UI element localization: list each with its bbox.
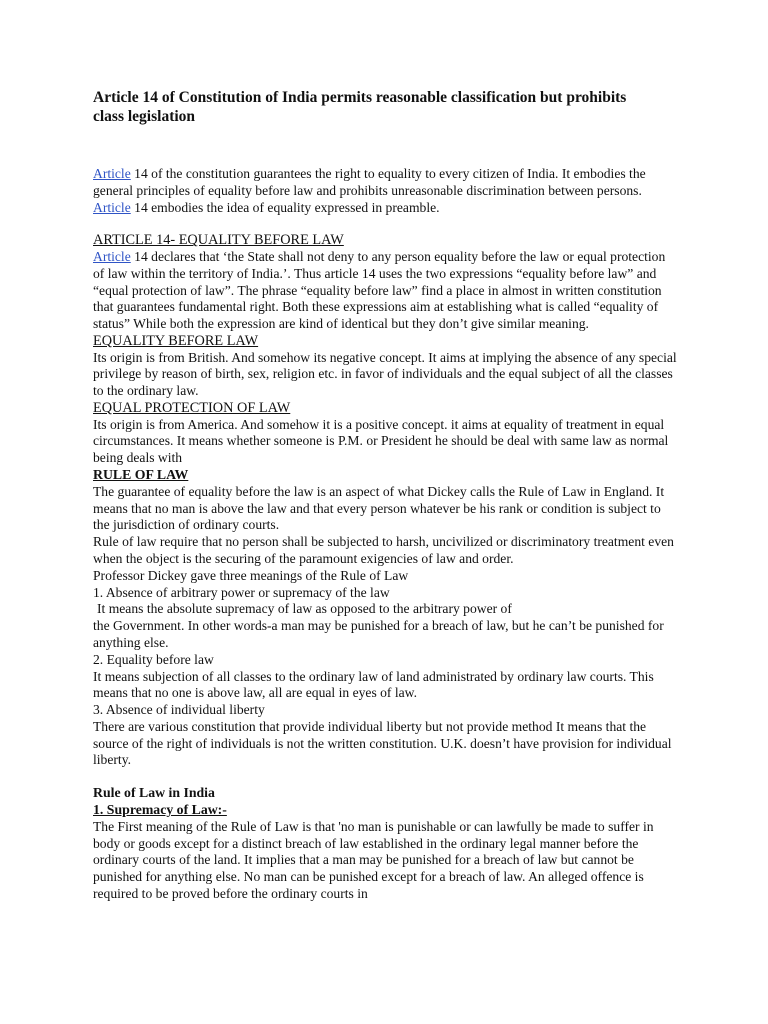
equal-protection-text: Its origin is from America. And somehow it is a positive concept. it aims at equality of treatment in equal circumstances. It means whether someone is P.M. or President he should be deal with same law as normal being deals with [93, 416, 669, 466]
section-heading: EQUALITY BEFORE LAW [93, 332, 259, 349]
subsection-heading: 1. Supremacy of Law:- [93, 802, 227, 818]
section-heading: RULE OF LAW [93, 466, 189, 482]
section-heading: Rule of Law in India [93, 785, 215, 801]
rule-of-law-india-text: The First meaning of the Rule of Law is that 'no man is punishable or can lawfully be made to suffer in body or goods except for a distinct breach of law established in the ordinary legal manner before the ordinary courts of the land. It implies that a man may be punished for a breach of law but cannot be punished for anything else. No man can be punished except for a breach of law. An alleged offence is required to be proved before the ordinary courts in [93, 818, 654, 902]
meaning-text: It means the absolute supremacy of law as opposed to the arbitrary power of [97, 601, 512, 617]
meaning-title: 3. Absence of individual liberty [93, 702, 265, 718]
meaning-text: There are various constitution that provide individual liberty but not provide method It means that the source of the right of individuals is not the written constitution. U.K. doesn’t have provision for individual liberty. [93, 718, 672, 768]
document-title: Article 14 of Constitution of India permits reasonable classification but prohibits class legislation [93, 89, 627, 125]
section-heading: EQUAL PROTECTION OF LAW [93, 399, 291, 416]
article14-paragraph [93, 249, 678, 333]
article-link[interactable]: Article [93, 199, 131, 215]
equality-before-law-text: Its origin is from British. And somehow its negative concept. It aims at implying the absence of any special privilege by reason of birth, sex, religion etc. in favor of individuals and the equal subject of all the classes to the ordinary law. [93, 349, 677, 399]
intro-text: 14 of the constitution guarantees the right to equality to every citizen of India. It embodies the general principles of equality before law and prohibits unreasonable discrimination between persons. [93, 166, 646, 198]
rule-of-law-paragraph: Professor Dickey gave three meanings of the Rule of Law [93, 567, 409, 583]
intro-paragraph [93, 166, 678, 216]
meaning-title: 2. Equality before law [93, 651, 214, 667]
document-body [93, 166, 678, 903]
meaning-text: the Government. In other words-a man may be punished for a breach of law, but he can’t be punished for anything else. [93, 618, 664, 650]
meaning-title: 1. Absence of arbitrary power or supremacy of the law [93, 584, 390, 600]
meaning-text: It means subjection of all classes to the ordinary law of land administrated by ordinary law courts. This means that no one is above law, all are equal in eyes of law. [93, 668, 654, 701]
spacer [93, 216, 678, 232]
section-heading: ARTICLE 14- EQUALITY BEFORE LAW [93, 232, 344, 249]
rule-of-law-paragraph: The guarantee of equality before the law is an aspect of what Dickey calls the Rule of Law in England. It means that no man is above the law and that every person whatever be his rank or condition is subject to the jurisdiction of ordinary courts. [93, 483, 665, 533]
article14-text: 14 declares that ‘the State shall not deny to any person equality before the law or equal protection of law within the territory of India.’. Thus article 14 uses the two expressions “equality before law” and “equal protection of law”. The phrase “equality before law” find a place in almost in written constitution that guarantees fundamental right. Both these expressions aim at establishing what is called “equality of status” While both the expression are kind of identical but they don’t give similar meaning. [93, 248, 666, 332]
rule-of-law-paragraph: Rule of law require that no person shall be subjected to harsh, uncivilized or discriminatory treatment even when the object is the securing of the paramount exigencies of law and order. [93, 534, 674, 566]
article-link[interactable]: Article [93, 248, 131, 264]
intro-text: 14 embodies the idea of equality expressed in preamble. [130, 199, 440, 215]
spacer [93, 769, 678, 785]
article-link[interactable]: Article [93, 166, 131, 181]
